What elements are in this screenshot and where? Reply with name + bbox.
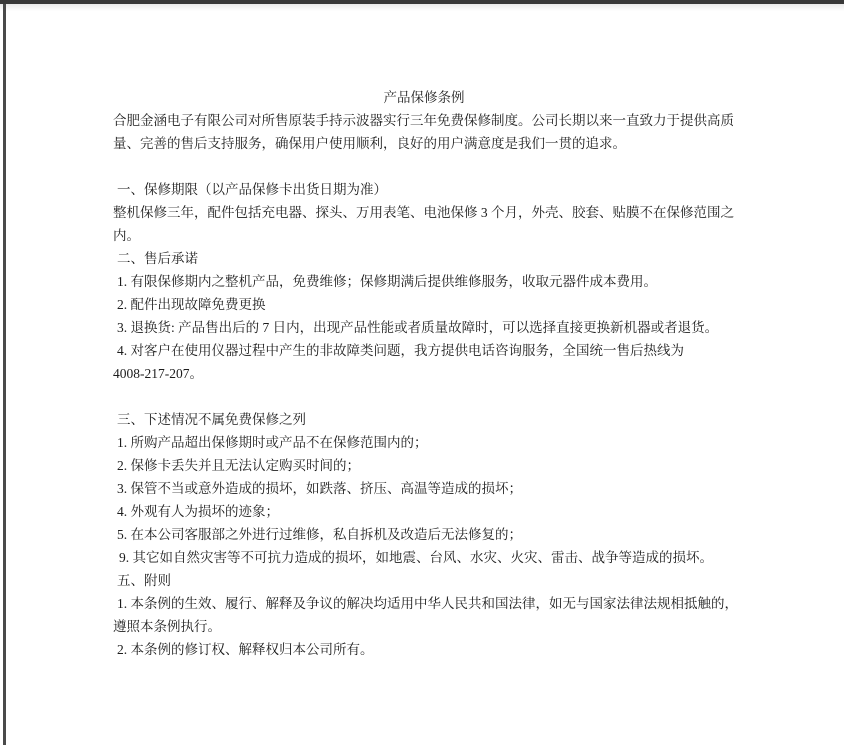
text-line: 2. 配件出现故障免费更换 bbox=[117, 297, 266, 312]
page-left-edge bbox=[3, 4, 6, 745]
text-line: 一、保修期限（以产品保修卡出货日期为准） bbox=[117, 182, 387, 197]
text-line: 二、售后承诺 bbox=[117, 251, 198, 266]
text-line: 9. 其它如自然灾害等不可抗力造成的损坏，如地震、台风、水灾、火灾、雷击、战争等造成的损坏。 bbox=[119, 550, 713, 565]
document-body bbox=[113, 109, 738, 661]
text-line: 五、附则 bbox=[117, 573, 171, 588]
text-line: 3. 保管不当或意外造成的损坏，如跌落、挤压、高温等造成的损坏； bbox=[117, 481, 522, 496]
text-line: 1. 有限保修期内之整机产品，免费维修；保修期满后提供维修服务，收取元器件成本费用。 bbox=[117, 274, 657, 289]
text-line: 内。 bbox=[113, 228, 140, 243]
text-line: 3. 退换货: 产品售出后的 7 日内，出现产品性能或者质量故障时，可以选择直接更换新机器或者退货。 bbox=[117, 320, 719, 335]
text-line: 合肥金涵电子有限公司对所售原装手持示波器实行三年免费保修制度。公司长期以来一直致力于提供高质 bbox=[113, 113, 734, 128]
blank-line bbox=[113, 385, 735, 408]
text-line: 2. 保修卡丢失并且无法认定购买时间的； bbox=[117, 458, 360, 473]
text-line: 量、完善的售后支持服务，确保用户使用顺利，良好的用户满意度是我们一贯的追求。 bbox=[113, 136, 626, 151]
page-top-shadow bbox=[0, 4, 844, 11]
text-line: 5. 在本公司客服部之外进行过维修，私自拆机及改造后无法修复的； bbox=[117, 527, 522, 542]
text-line: 4. 外观有人为损坏的迹象； bbox=[117, 504, 279, 519]
text-line: 4008-217-207。 bbox=[113, 366, 203, 381]
text-line: 遵照本条例执行。 bbox=[113, 619, 221, 634]
document-content bbox=[113, 86, 738, 661]
text-line: 整机保修三年，配件包括充电器、探头、万用表笔、电池保修 3 个月，外壳、胶套、贴膜不在保修范围之 bbox=[113, 205, 734, 220]
document-title: 产品保修条例 bbox=[383, 90, 465, 105]
blank-line bbox=[113, 155, 735, 178]
text-line: 1. 所购产品超出保修期时或产品不在保修范围内的； bbox=[117, 435, 428, 450]
text-line: 2. 本条例的修订权、解释权归本公司所有。 bbox=[117, 642, 374, 657]
text-line: 三、下述情况不属免费保修之列 bbox=[117, 412, 306, 427]
text-line: 1. 本条例的生效、履行、解释及争议的解决均适用中华人民共和国法律，如无与国家法律法规相抵触的， bbox=[117, 596, 738, 611]
text-line: 4. 对客户在使用仪器过程中产生的非故障类问题，我方提供电话咨询服务，全国统一售后热线为 bbox=[117, 343, 684, 358]
